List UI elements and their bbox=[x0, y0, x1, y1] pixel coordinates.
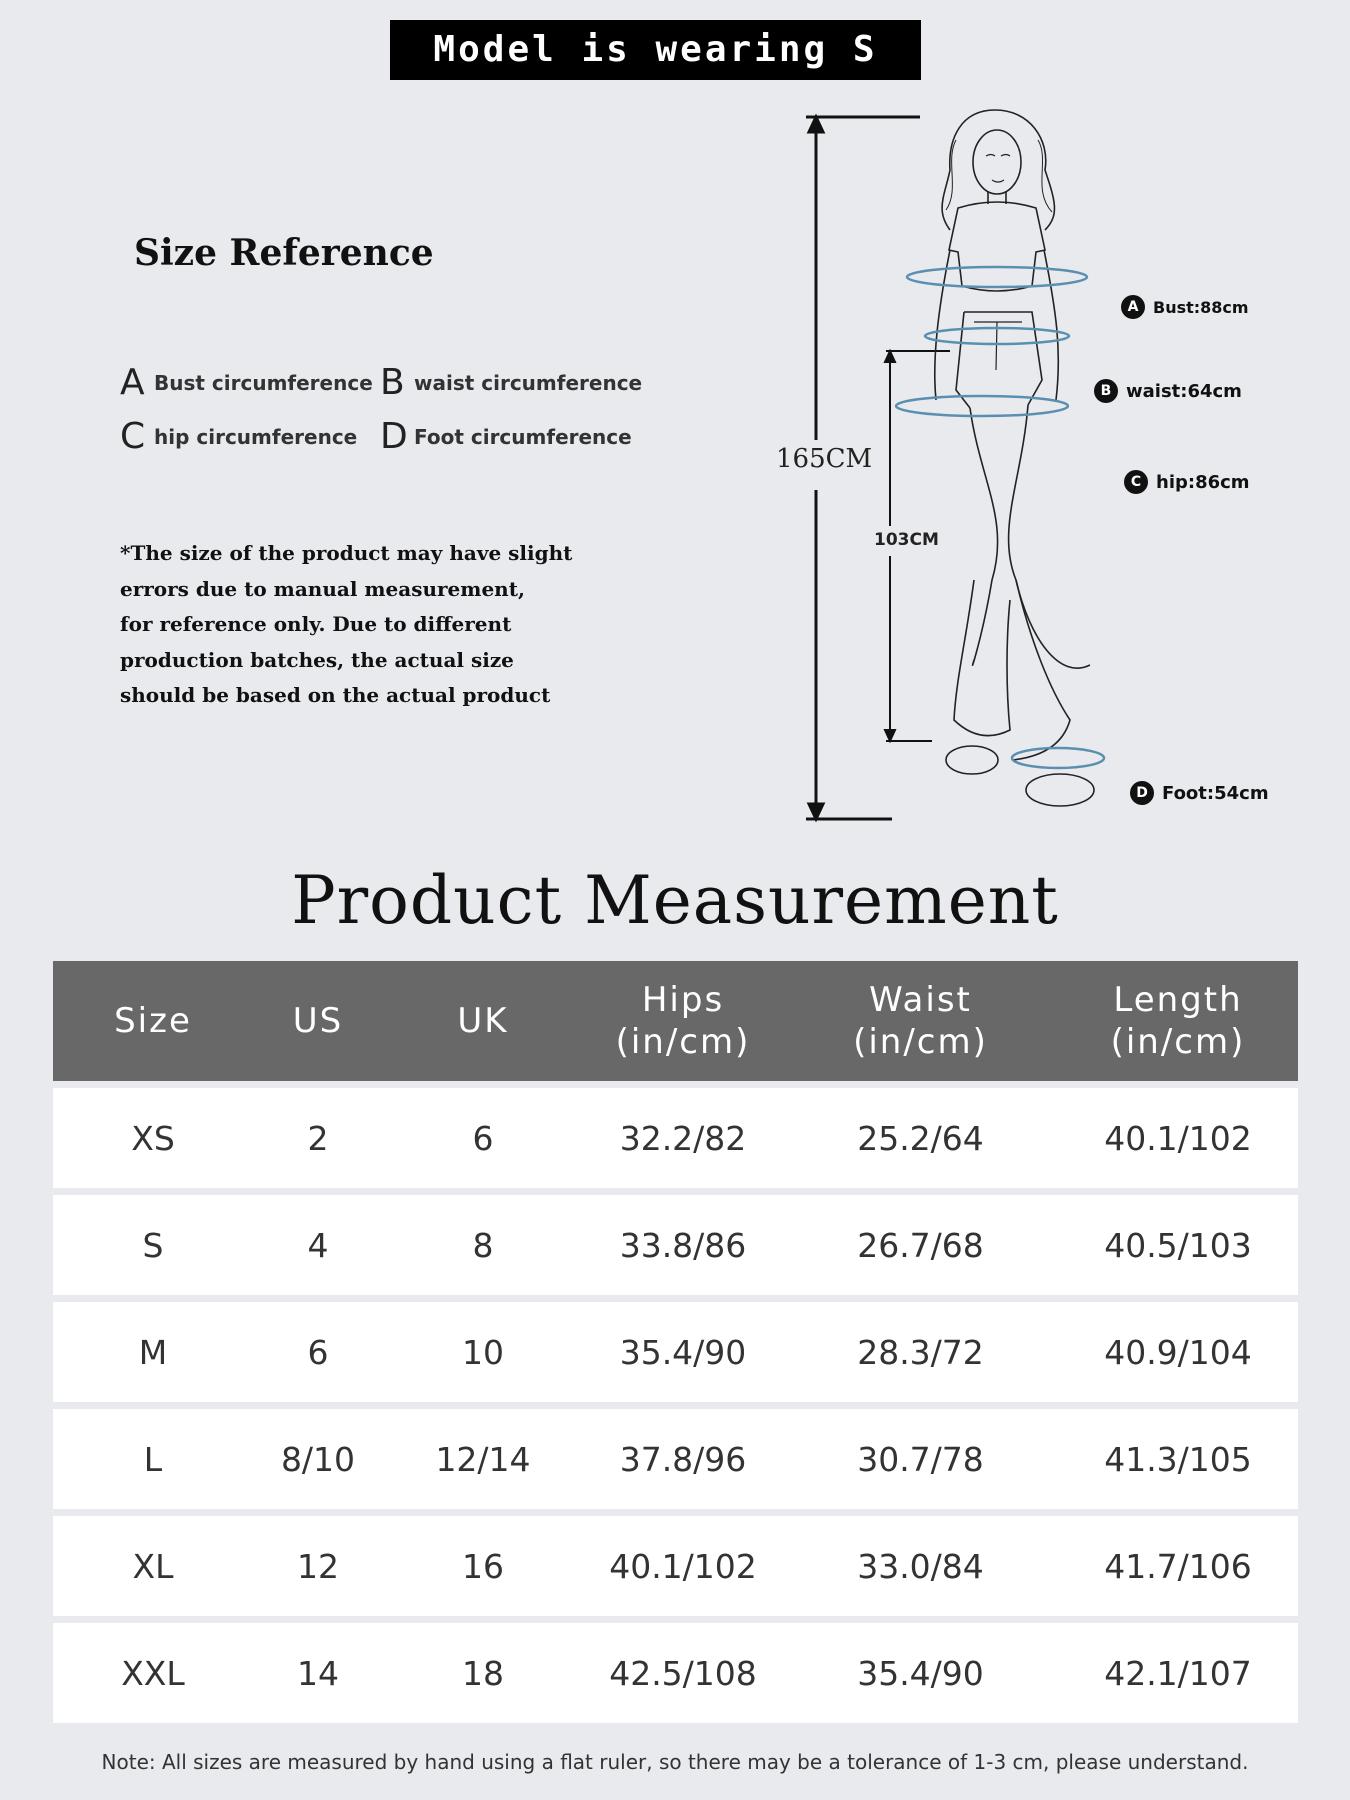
measurement-foot bbox=[1130, 781, 1269, 805]
measurement-rings bbox=[896, 267, 1104, 768]
legend-label-foot: Foot circumference bbox=[414, 424, 632, 449]
cell-hips: 32.2/82 bbox=[619, 1118, 747, 1158]
cell-length: 40.9/104 bbox=[1104, 1332, 1252, 1372]
cell-length: 40.1/102 bbox=[1104, 1118, 1252, 1158]
measurement-waist-text: waist:64cm bbox=[1126, 380, 1242, 402]
legend-item-hip bbox=[120, 416, 357, 457]
cell-length: 41.7/106 bbox=[1104, 1546, 1252, 1586]
size-table bbox=[53, 961, 1298, 1723]
cell-waist: 25.2/64 bbox=[857, 1118, 984, 1158]
model-height-label: 165CM bbox=[774, 440, 874, 478]
product-measurement-title: Product Measurement bbox=[291, 862, 1059, 939]
cell-waist: 33.0/84 bbox=[857, 1546, 984, 1586]
measurement-waist bbox=[1094, 379, 1242, 403]
cell-size: XL bbox=[132, 1546, 174, 1586]
cell-us: 2 bbox=[307, 1118, 329, 1158]
cell-waist: 30.7/78 bbox=[857, 1439, 984, 1479]
table-row bbox=[53, 1302, 1298, 1402]
cell-us: 4 bbox=[307, 1225, 329, 1265]
model-figure-sketch bbox=[935, 110, 1094, 806]
cell-hips: 40.1/102 bbox=[609, 1546, 757, 1586]
cell-size: S bbox=[142, 1225, 164, 1265]
table-row bbox=[53, 1195, 1298, 1295]
measurement-bust bbox=[1121, 295, 1249, 319]
cell-length: 41.3/105 bbox=[1104, 1439, 1252, 1479]
cell-hips: 33.8/86 bbox=[619, 1225, 747, 1265]
header-uk: UK bbox=[457, 1001, 509, 1041]
header-us: US bbox=[292, 1001, 344, 1041]
header-size: Size bbox=[114, 1001, 192, 1041]
measurement-hip bbox=[1124, 470, 1250, 494]
header-length: Length (in/cm) bbox=[1110, 980, 1246, 1062]
table-row bbox=[53, 1623, 1298, 1723]
model-size-banner: Model is wearing S bbox=[390, 20, 921, 80]
legend-label-bust: Bust circumference bbox=[154, 370, 373, 395]
cell-length: 42.1/107 bbox=[1104, 1653, 1252, 1693]
table-row bbox=[53, 1088, 1298, 1188]
size-reference-title: Size Reference bbox=[134, 232, 434, 274]
measurement-hip-text: hip:86cm bbox=[1156, 471, 1250, 493]
legend-letter-d: D bbox=[380, 416, 408, 457]
legend-item-waist bbox=[380, 362, 642, 403]
cell-waist: 26.7/68 bbox=[857, 1225, 984, 1265]
cell-hips: 35.4/90 bbox=[619, 1332, 747, 1372]
cell-uk: 8 bbox=[472, 1225, 494, 1265]
marker-a: A bbox=[1121, 295, 1145, 319]
cell-uk: 16 bbox=[462, 1546, 504, 1586]
cell-uk: 12/14 bbox=[435, 1439, 531, 1479]
cell-size: XS bbox=[131, 1118, 175, 1158]
cell-hips: 42.5/108 bbox=[609, 1653, 757, 1693]
measurement-disclaimer: *The size of the product may have slight errors due to manual measurement, for reference only. Due to different production batches, the actual size should be based on the actual product bbox=[120, 541, 573, 707]
cell-us: 14 bbox=[297, 1653, 339, 1693]
table-row bbox=[53, 1409, 1298, 1509]
legend-label-hip: hip circumference bbox=[154, 424, 358, 449]
measurement-bust-text: Bust:88cm bbox=[1153, 297, 1249, 317]
cell-us: 6 bbox=[307, 1332, 329, 1372]
table-header-row bbox=[53, 961, 1298, 1081]
legend-letter-b: B bbox=[380, 362, 405, 403]
legend-label-waist: waist circumference bbox=[414, 370, 643, 395]
cell-length: 40.5/103 bbox=[1104, 1225, 1252, 1265]
marker-d: D bbox=[1130, 781, 1154, 805]
cell-size: M bbox=[138, 1332, 168, 1372]
legend-item-foot bbox=[380, 416, 632, 457]
cell-us: 8/10 bbox=[280, 1439, 356, 1479]
marker-b: B bbox=[1094, 379, 1118, 403]
cell-size: XXL bbox=[121, 1653, 185, 1693]
cell-uk: 6 bbox=[472, 1118, 494, 1158]
table-row bbox=[53, 1516, 1298, 1616]
legend-letter-a: A bbox=[120, 362, 145, 403]
measurement-foot-text: Foot:54cm bbox=[1162, 782, 1269, 804]
cell-waist: 35.4/90 bbox=[857, 1653, 984, 1693]
cell-uk: 18 bbox=[462, 1653, 504, 1693]
header-hips: Hips (in/cm) bbox=[615, 980, 751, 1062]
cell-size: L bbox=[143, 1439, 163, 1479]
legend-letter-c: C bbox=[120, 416, 146, 457]
cell-waist: 28.3/72 bbox=[857, 1332, 984, 1372]
cell-hips: 37.8/96 bbox=[619, 1439, 747, 1479]
marker-c: C bbox=[1124, 470, 1148, 494]
cell-uk: 10 bbox=[462, 1332, 504, 1372]
model-leg-length-label: 103CM bbox=[874, 530, 939, 550]
cell-us: 12 bbox=[297, 1546, 339, 1586]
header-waist: Waist (in/cm) bbox=[853, 980, 988, 1062]
tolerance-note: Note: All sizes are measured by hand using a flat ruler, so there may be a tolerance of 1-3 cm, please understand. bbox=[101, 1750, 1249, 1774]
legend-item-bust bbox=[120, 362, 373, 403]
